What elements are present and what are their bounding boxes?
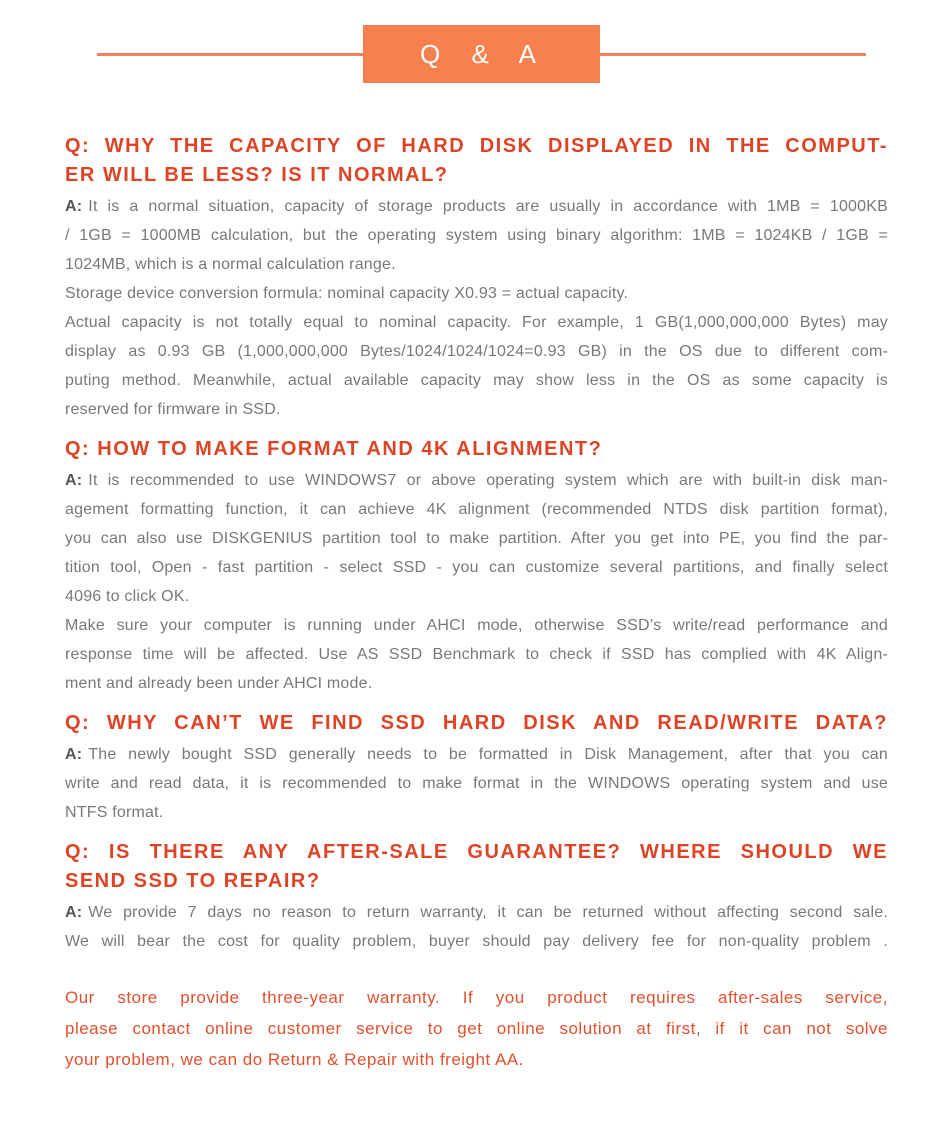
answer-line: We will bear the cost for quality problem, buyer should pay delivery fee for non-quality problem . [65, 933, 888, 950]
warranty-line: please contact online customer service to get online solution at first, if it can not solve [65, 1019, 888, 1038]
answer-line [65, 898, 888, 927]
question-heading-capacity [65, 132, 888, 190]
answer-line: Storage device conversion formula: nominal capacity X0.93 = actual capacity. [65, 285, 629, 302]
answer-text: We provide 7 days no reason to return warranty, it can be returned without affecting second sale. [88, 904, 888, 921]
answer-line: puting method. Meanwhile, actual available capacity may show less in the OS as some capacity is [65, 372, 888, 389]
answer-line: / 1GB = 1000MB calculation, but the operating system using binary algorithm: 1MB = 1024KB / 1GB = [65, 227, 888, 244]
answer-line [65, 740, 888, 769]
question-heading-format [65, 435, 888, 464]
question-heading-guarantee [65, 838, 888, 896]
question-line: Q: WHY CAN’T WE FIND SSD HARD DISK AND READ/WRITE DATA? [65, 712, 888, 734]
answer-line [65, 466, 888, 495]
qa-banner-title: Q & A [420, 38, 543, 69]
answer-line: tition tool, Open - fast partition - select SSD - you can customize several partitions, and finally select [65, 559, 888, 576]
answer-label: A: [65, 746, 83, 763]
question-line: Q: IS THERE ANY AFTER-SALE GUARANTEE? WHERE SHOULD WE [65, 841, 888, 863]
answer-line [65, 192, 888, 221]
answer-format [65, 466, 888, 698]
qa-content [65, 132, 888, 1075]
answer-guarantee [65, 898, 888, 956]
answer-line: reserved for firmware in SSD. [65, 401, 281, 418]
answer-line: NTFS format. [65, 804, 164, 821]
answer-line: Make sure your computer is running under AHCI mode, otherwise SSD’s write/read performance and [65, 617, 888, 634]
answer-line: ment and already been under AHCI mode. [65, 675, 373, 692]
answer-find-ssd [65, 740, 888, 827]
answer-line: agement formatting function, it can achieve 4K alignment (recommended NTDS disk partition format), [65, 501, 888, 518]
answer-label: A: [65, 904, 83, 921]
answer-label: A: [65, 198, 83, 215]
warranty-note [65, 982, 888, 1075]
warranty-line: Our store provide three-year warranty. If you product requires after-sales service, [65, 988, 888, 1007]
answer-line: display as 0.93 GB (1,000,000,000 Bytes/1024/1024/1024=0.93 GB) in the OS due to different com- [65, 343, 888, 360]
answer-line: 4096 to click OK. [65, 588, 190, 605]
answer-line: you can also use DISKGENIUS partition tool to make partition. After you get into PE, you find the par- [65, 530, 888, 547]
answer-line: write and read data, it is recommended to make format in the WINDOWS operating system and use [65, 775, 888, 792]
answer-text: The newly bought SSD generally needs to be formatted in Disk Management, after that you can [88, 746, 888, 763]
question-heading-find-ssd [65, 709, 888, 738]
question-line: ER WILL BE LESS? IS IT NORMAL? [65, 164, 449, 186]
warranty-line: your problem, we can do Return & Repair with freight AA. [65, 1050, 524, 1069]
divider-line-right [600, 53, 866, 56]
answer-line: Actual capacity is not totally equal to nominal capacity. For example, 1 GB(1,000,000,000 Bytes) may [65, 314, 888, 331]
divider-line-left [97, 53, 363, 56]
question-line: Q: WHY THE CAPACITY OF HARD DISK DISPLAYED IN THE COMPUT- [65, 135, 888, 157]
question-line: SEND SSD TO REPAIR? [65, 870, 321, 892]
question-line: Q: HOW TO MAKE FORMAT AND 4K ALIGNMENT? [65, 438, 603, 460]
answer-line: 1024MB, which is a normal calculation range. [65, 256, 396, 273]
answer-label: A: [65, 472, 83, 489]
answer-text: It is a normal situation, capacity of storage products are usually in accordance with 1MB = 1000KB [88, 198, 888, 215]
qa-banner-box [363, 25, 600, 83]
qa-banner [97, 25, 866, 83]
answer-text: It is recommended to use WINDOWS7 or above operating system which are with built-in disk man- [88, 472, 888, 489]
answer-line: response time will be affected. Use AS SSD Benchmark to check if SSD has complied with 4K Align- [65, 646, 888, 663]
answer-capacity [65, 192, 888, 424]
